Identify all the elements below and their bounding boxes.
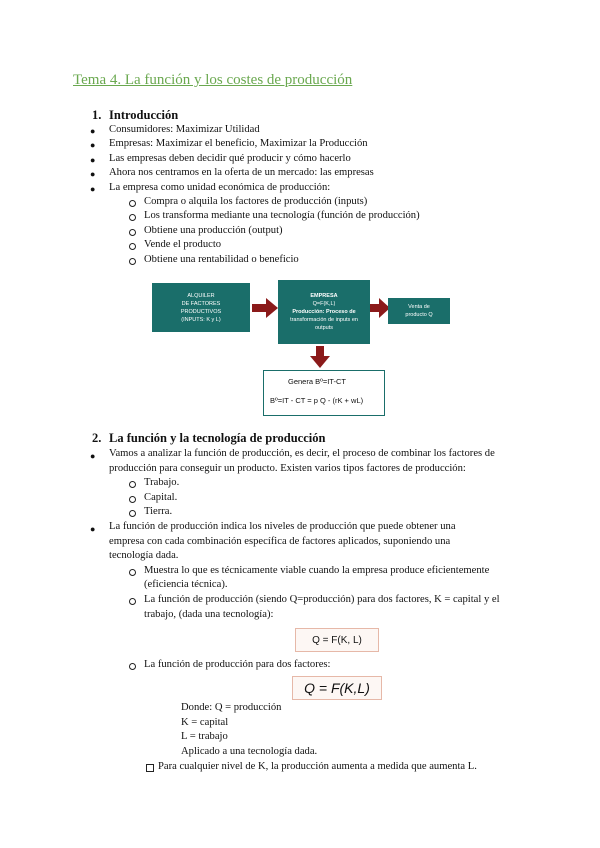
list-item: Consumidores: Maximizar Utilidad	[109, 124, 260, 135]
paragraph-line: producción para conseguir un producto. Existen varios tipos factores de producción:	[109, 463, 466, 474]
formula-box-1: Q = F(K, L)	[295, 628, 379, 652]
circle-bullet-icon	[129, 481, 136, 488]
definition-line: L = trabajo	[181, 731, 228, 742]
paragraph-line: La función de producción (siendo Q=producción) para dos factores, K = capital y el	[144, 594, 500, 605]
company-box-desc: transformación de inputs en	[290, 317, 358, 323]
right-arrow-icon	[370, 298, 390, 318]
sale-box	[388, 298, 450, 324]
list-item: Vende el producto	[144, 239, 222, 250]
bullet-dot: ●	[90, 184, 96, 194]
company-box-desc: outputs	[314, 325, 334, 331]
circle-bullet-icon	[129, 243, 136, 250]
bullet-dot: ●	[90, 451, 96, 461]
circle-bullet-icon	[129, 258, 136, 265]
definition-line: K = capital	[181, 717, 229, 728]
list-item: Empresas: Maximizar el beneficio, Maximizar la Producción	[109, 138, 368, 149]
list-item: Tierra.	[144, 506, 173, 517]
inputs-box-line: (INPUTS: K y L)	[181, 316, 221, 323]
definition-line: Aplicado a una tecnología dada.	[181, 746, 318, 757]
circle-bullet-icon	[129, 214, 136, 221]
formula-box-2: Q = F(K,L)	[292, 676, 382, 700]
list-item: Capital.	[144, 492, 178, 503]
bullet-dot: ●	[90, 524, 96, 534]
sale-box-line: Venta de	[408, 304, 430, 310]
paragraph-line: La función de producción para dos factores:	[144, 659, 331, 670]
sale-box-line: producto Q	[405, 312, 433, 318]
right-arrow-icon	[252, 298, 278, 318]
paragraph-line: empresa con cada combinación específica de factores aplicados, suponiendo una	[109, 536, 451, 547]
company-box-title: EMPRESA	[310, 293, 338, 299]
bullet-dot: ●	[90, 169, 96, 179]
down-arrow-icon	[310, 346, 330, 368]
bullet-dot: ●	[90, 140, 96, 150]
profit-line-1: Genera Bº=IT-CT	[288, 377, 346, 386]
paragraph-line: (eficiencia técnica).	[144, 579, 228, 590]
list-item: La empresa como unidad económica de producción:	[109, 182, 331, 193]
section-1-number: 1.	[92, 108, 102, 122]
paragraph-line: trabajo, (dada una tecnología):	[144, 609, 274, 620]
inputs-box-line: DE FACTORES	[181, 300, 221, 307]
section-2-number: 2.	[92, 431, 102, 445]
inputs-box	[152, 283, 250, 332]
profit-box	[263, 370, 385, 416]
paragraph-line: Vamos a analizar la función de producción, es decir, el proceso de combinar los factores de	[109, 448, 495, 459]
list-item: Los transforma mediante una tecnología (función de producción)	[144, 210, 420, 221]
company-box-formula: Q=F(K,L)	[312, 301, 336, 307]
inputs-box-line: ALQUILER	[187, 292, 215, 299]
list-item: Obtiene una producción (output)	[144, 225, 283, 236]
paragraph-line: tecnología dada.	[109, 550, 179, 561]
paragraph-line: La función de producción indica los niveles de producción que puede obtener una	[109, 521, 456, 532]
list-item: Las empresas deben decidir qué producir y cómo hacerlo	[109, 153, 351, 164]
list-item: Trabajo.	[144, 477, 180, 488]
section-2-heading: La función y la tecnología de producción	[109, 431, 326, 445]
paragraph-line: Muestra lo que es técnicamente viable cuando la empresa produce eficientemente	[144, 565, 490, 576]
company-box-desc: Producción: Proceso de	[292, 309, 356, 315]
circle-bullet-icon	[129, 569, 136, 576]
inputs-box-line: PRODUCTIVOS	[180, 308, 222, 315]
list-item: Obtiene una rentabilidad o beneficio	[144, 254, 299, 265]
section-1-heading: Introducción	[109, 108, 179, 122]
bullet-dot: ●	[90, 126, 96, 136]
bullet-dot: ●	[90, 155, 96, 165]
page-title: Tema 4. La función y los costes de producción	[73, 72, 353, 88]
circle-bullet-icon	[129, 496, 136, 503]
circle-bullet-icon	[129, 663, 136, 670]
definition-line: Donde: Q = producción	[181, 702, 282, 713]
circle-bullet-icon	[129, 598, 136, 605]
circle-bullet-icon	[129, 229, 136, 236]
list-item: Compra o alquila los factores de producción (inputs)	[144, 196, 368, 207]
paragraph-line: Para cualquier nivel de K, la producción aumenta a medida que aumenta L.	[158, 761, 477, 772]
list-item: Ahora nos centramos en la oferta de un mercado: las empresas	[109, 167, 374, 178]
company-box	[278, 280, 370, 344]
circle-bullet-icon	[129, 200, 136, 207]
profit-line-2: Bº=IT - CT = p Q - (rK + wL)	[270, 396, 364, 405]
production-diagram	[150, 278, 450, 418]
circle-bullet-icon	[129, 510, 136, 517]
checkbox-bullet-icon	[146, 764, 154, 772]
